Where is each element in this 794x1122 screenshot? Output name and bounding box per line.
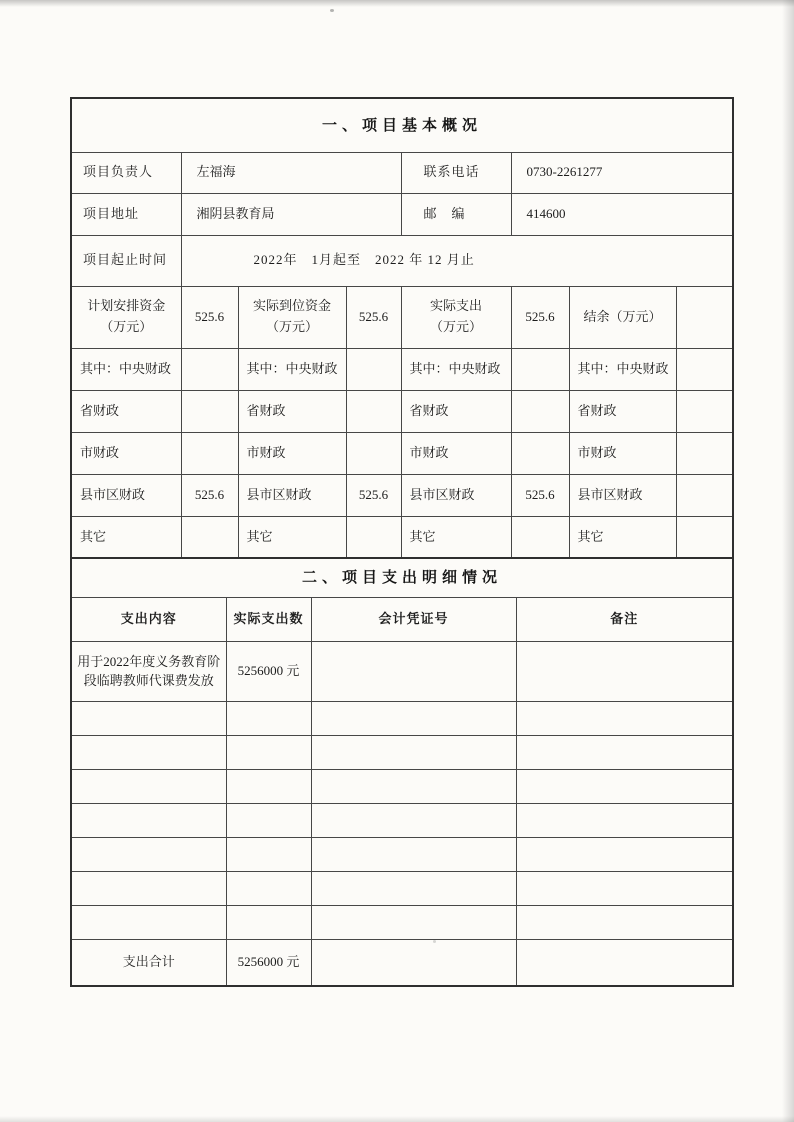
planned-funds-label-line2: （万元） [100,319,153,334]
col-header-voucher: 会计凭证号 [311,597,516,641]
total-label: 支出合计 [71,939,226,986]
province-finance-value [676,390,733,432]
other-finance-value [181,516,238,558]
city-finance-label: 市财政 [401,432,511,474]
leader-value: 左福海 [181,152,401,193]
planned-funds-label [71,286,181,348]
province-finance-label: 省财政 [401,390,511,432]
central-finance-value [346,348,401,390]
balance-value [676,286,733,348]
county-finance-label: 县市区财政 [401,474,511,516]
empty-cell [311,701,516,735]
province-finance-label: 省财政 [569,390,676,432]
overview-table [70,97,734,559]
empty-cell [71,735,226,769]
central-finance-label: 其中：中央财政 [71,348,181,390]
empty-cell [516,701,733,735]
phone-label: 联系电话 [401,152,511,193]
empty-cell [226,803,311,837]
period-value: 2022年 1月起至 2022 年 12 月止 [181,235,733,286]
empty-cell [311,837,516,871]
other-finance-label: 其它 [401,516,511,558]
empty-cell [311,735,516,769]
balance-label [569,286,676,348]
empty-cell [311,769,516,803]
expense-amount: 5256000 元 [226,641,311,701]
empty-cell [226,701,311,735]
city-finance-value [511,432,569,474]
actual-spend-label-line1: 实际支出 [429,298,482,314]
province-finance-value [511,390,569,432]
other-finance-value [676,516,733,558]
table-row [71,837,733,871]
empty-cell [516,871,733,905]
section1-title: 一、项目基本概况 [71,98,733,152]
empty-cell [226,905,311,939]
postcode-value: 414600 [511,193,733,235]
city-finance-label: 市财政 [71,432,181,474]
central-finance-label: 其中：中央财政 [569,348,676,390]
other-finance-label: 其它 [238,516,346,558]
table-row [71,735,733,769]
empty-cell [71,837,226,871]
postcode-label: 邮 编 [401,193,511,235]
project-report-form [70,97,732,987]
received-funds-value: 525.6 [346,286,401,348]
county-finance-label: 县市区财政 [569,474,676,516]
province-finance-label: 省财政 [238,390,346,432]
empty-cell [516,769,733,803]
expense-content: 用于2022年度义务教育阶段临聘教师代课费发放 [71,641,226,701]
empty-cell [226,871,311,905]
received-funds-label-line2: （万元） [265,319,318,334]
total-amount: 5256000 元 [226,939,311,986]
province-finance-value [346,390,401,432]
empty-cell [226,837,311,871]
other-finance-value [346,516,401,558]
leader-label: 项目负责人 [71,152,181,193]
empty-cell [311,871,516,905]
actual-spend-value: 525.6 [511,286,569,348]
table-row [71,871,733,905]
city-finance-value [346,432,401,474]
col-header-amount: 实际支出数 [226,597,311,641]
planned-funds-value: 525.6 [181,286,238,348]
empty-cell [226,769,311,803]
city-finance-value [676,432,733,474]
table-row [71,769,733,803]
city-finance-label: 市财政 [569,432,676,474]
city-finance-label: 市财政 [238,432,346,474]
empty-cell [71,701,226,735]
table-row [71,701,733,735]
actual-spend-label-line2: （万元） [429,319,482,334]
address-label: 项目地址 [71,193,181,235]
table-row [71,803,733,837]
province-finance-value [181,390,238,432]
expenditure-table [70,557,734,987]
scan-edge-top [0,0,794,7]
empty-cell [311,905,516,939]
central-finance-value [676,348,733,390]
empty-cell [516,837,733,871]
col-header-note: 备注 [516,597,733,641]
city-finance-value [181,432,238,474]
central-finance-value [181,348,238,390]
scan-speck [330,9,334,12]
total-voucher [311,939,516,986]
received-funds-label [238,286,346,348]
empty-cell [71,769,226,803]
col-header-content: 支出内容 [71,597,226,641]
empty-cell [516,735,733,769]
central-finance-label: 其中：中央财政 [401,348,511,390]
scan-edge-right [782,0,794,1122]
province-finance-label: 省财政 [71,390,181,432]
table-row [71,641,733,701]
total-note [516,939,733,986]
table-row [71,939,733,986]
empty-cell [516,803,733,837]
other-finance-label: 其它 [569,516,676,558]
actual-spend-label [401,286,511,348]
phone-value: 0730-2261277 [511,152,733,193]
planned-funds-label-line1: 计划安排资金 [87,298,166,314]
central-finance-value [511,348,569,390]
section2-title: 二、项目支出明细情况 [71,558,733,597]
other-finance-label: 其它 [71,516,181,558]
scan-edge-bottom [0,1116,794,1122]
table-row [71,905,733,939]
balance-label-line1: 结余（万元） [583,308,662,324]
county-finance-label: 县市区财政 [238,474,346,516]
empty-cell [311,803,516,837]
period-label: 项目起止时间 [71,235,181,286]
received-funds-label-line1: 实际到位资金 [252,298,331,314]
county-finance-value: 525.6 [181,474,238,516]
empty-cell [71,871,226,905]
other-finance-value [511,516,569,558]
empty-cell [226,735,311,769]
expense-voucher [311,641,516,701]
expense-note [516,641,733,701]
empty-cell [71,803,226,837]
address-value: 湘阴县教育局 [181,193,401,235]
county-finance-label: 县市区财政 [71,474,181,516]
central-finance-label: 其中：中央财政 [238,348,346,390]
empty-cell [516,905,733,939]
county-finance-value: 525.6 [346,474,401,516]
county-finance-value: 525.6 [511,474,569,516]
empty-cell [71,905,226,939]
county-finance-value [676,474,733,516]
